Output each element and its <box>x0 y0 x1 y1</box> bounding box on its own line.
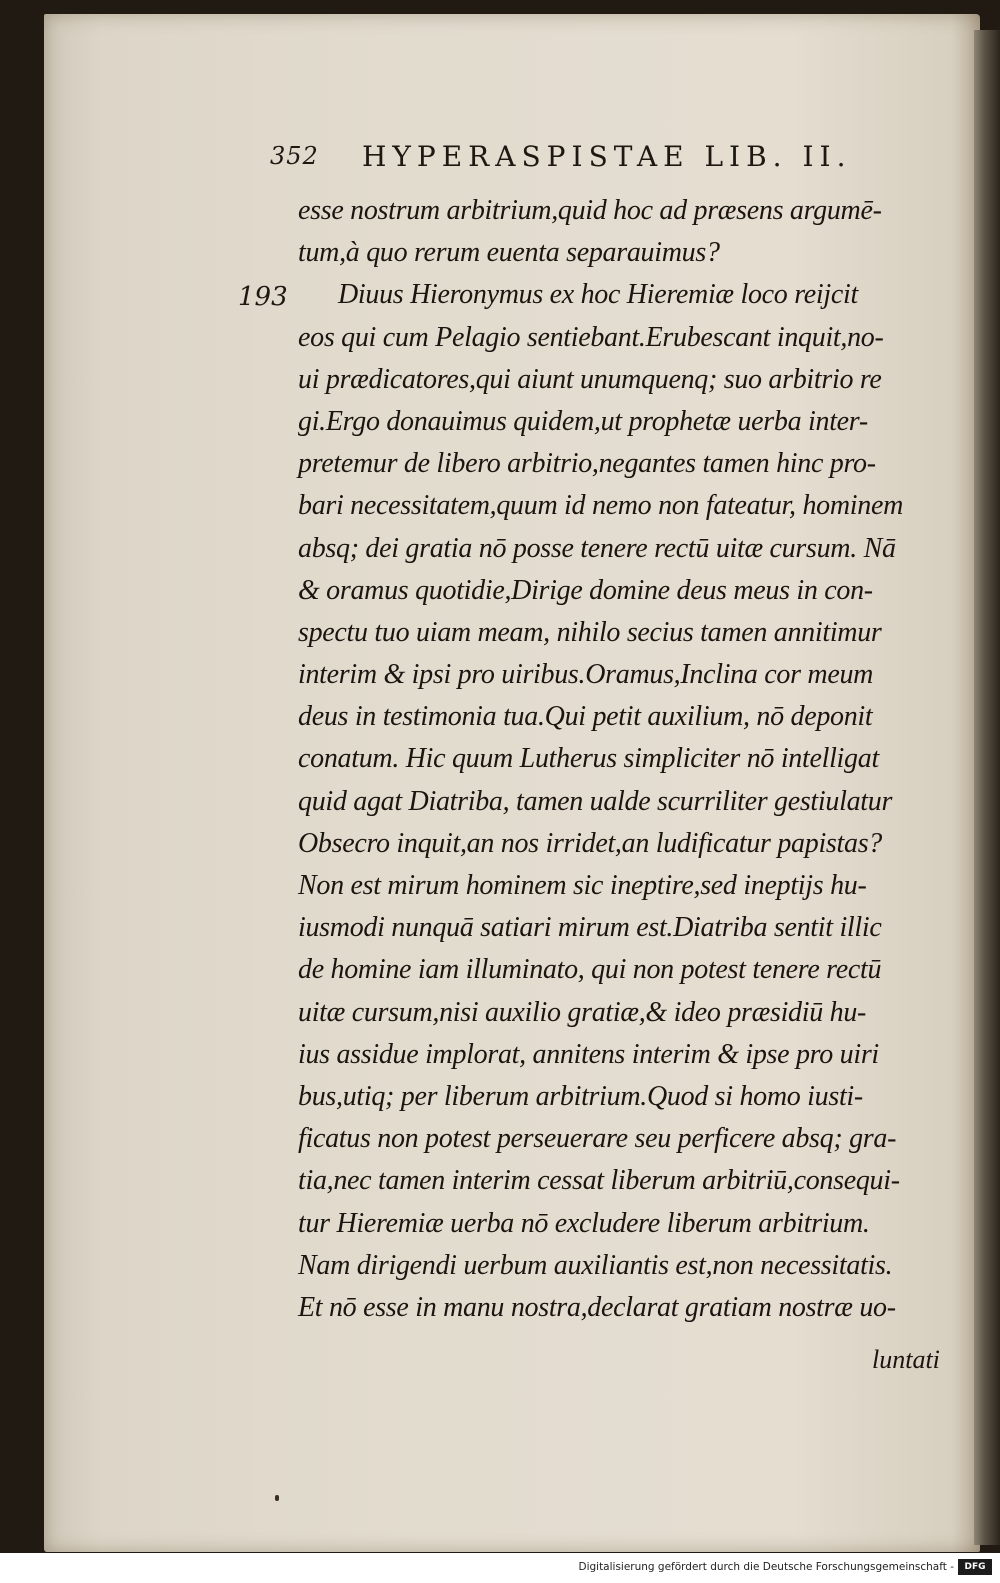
text-line: conatum. Hic quum Lutherus simpliciter nō intelligat <box>298 743 879 775</box>
text-line: ficatus non potest perseuerare seu perficere absq; gra- <box>298 1123 897 1155</box>
text-line: bari necessitatem,quum id nemo non fateatur, hominem <box>298 490 903 522</box>
text-line: deus in testimonia tua.Qui petit auxilium, nō deponit <box>298 701 873 733</box>
text-line: gi.Ergo donauimus quidem,ut prophetæ uerba inter- <box>298 405 868 437</box>
digitization-footer <box>0 1553 1000 1583</box>
page-edge-shadow <box>974 30 1000 1545</box>
text-line: tur Hieremiæ uerba nō excludere liberum arbitrium. <box>298 1207 870 1239</box>
text-line: & oramus quotidie,Dirige domine deus meus in con- <box>298 574 873 606</box>
text-line: tum,à quo rerum euenta separauimus? <box>298 237 720 269</box>
text-line: interim & ipsi pro uiribus.Oramus,Inclina cor meum <box>298 659 874 691</box>
text-line: Obsecro inquit,an nos irridet,an ludificatur papistas? <box>298 827 882 859</box>
dfg-logo: DFG <box>958 1559 992 1575</box>
page-number: 352 <box>270 142 319 170</box>
body-text <box>298 190 963 1329</box>
text-line: ui prædicatores,qui aiunt unumquenq; suo arbitrio re <box>298 363 882 395</box>
text-line: ius assidue implorat, annitens interim & ipse pro uiri <box>298 1038 879 1070</box>
text-line: quid agat Diatriba, tamen ualde scurriliter gestiulatur <box>298 785 893 817</box>
text-line: iusmodi nunquā satiari mirum est.Diatriba sentit illic <box>298 912 882 944</box>
text-line: Non est mirum hominem sic ineptire,sed ineptijs hu- <box>298 870 867 901</box>
page-header <box>270 140 950 180</box>
text-line: eos qui cum Pelagio sentiebant.Erubescant inquit,no- <box>298 321 884 353</box>
text-line: tia,nec tamen interim cessat liberum arbitriū,consequi- <box>298 1165 900 1197</box>
catchword: luntati <box>872 1345 940 1374</box>
text-line: esse nostrum arbitrium,quid hoc ad præsens argumē- <box>298 195 882 226</box>
text-line: pretemur de libero arbitrio,negantes tamen hinc pro- <box>298 448 876 480</box>
text-line: Et nō esse in manu nostra,declarat gratiam nostræ uo- <box>298 1291 896 1323</box>
margin-note-number: 193 <box>238 282 288 312</box>
text-line: spectu tuo uiam meam, nihilo secius tamen annitimur <box>298 616 882 648</box>
text-line: de homine iam illuminato, qui non potest tenere rectū <box>298 954 882 986</box>
text-line: uitæ cursum,nisi auxilio gratiæ,& ideo præsidiū hu- <box>298 996 867 1028</box>
funding-credit: Digitalisierung gefördert durch die Deutsche Forschungsgemeinschaft - <box>578 1561 954 1573</box>
text-line: Nam dirigendi uerbum auxiliantis est,non necessitatis. <box>298 1249 893 1281</box>
running-title: HYPERASPISTAE LIB. II. <box>362 140 852 173</box>
text-line: absq; dei gratia nō posse tenere rectū uitæ cursum. Nā <box>298 532 896 564</box>
ink-speck <box>275 1495 279 1501</box>
text-line: bus,utiq; per liberum arbitrium.Quod si homo iusti- <box>298 1080 863 1112</box>
text-line: Diuus Hieronymus ex hoc Hieremiæ loco reijcit <box>338 279 858 311</box>
